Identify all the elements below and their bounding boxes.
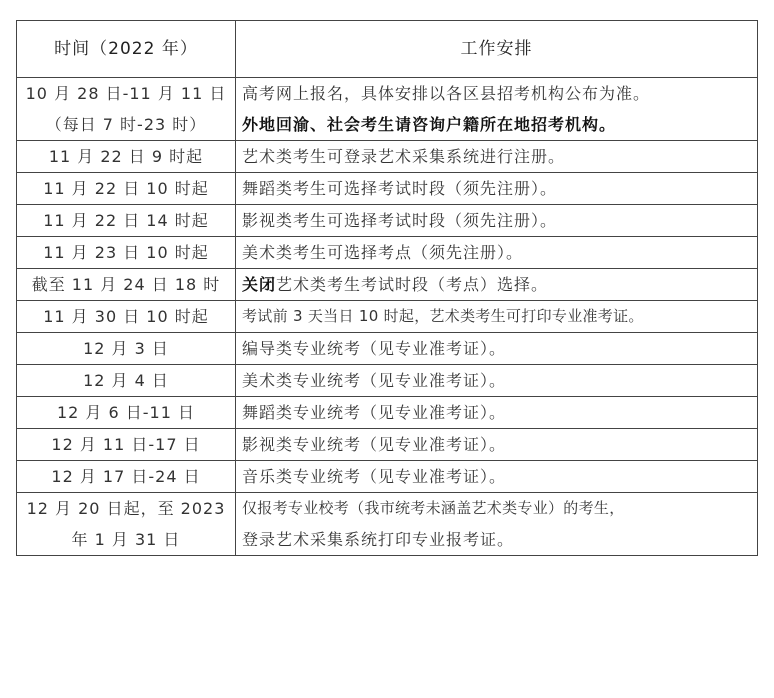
task-cell [236,78,758,141]
task-cell: 考试前 3 天当日 10 时起，艺术类考生可打印专业准考证。 [236,301,758,333]
time-cell: 11 月 30 日 10 时起 [17,301,236,333]
task-cell: 艺术类考生可登录艺术采集系统进行注册。 [236,141,758,173]
time-line: 年 1 月 31 日 [71,530,181,549]
table-row [17,461,758,493]
table-row [17,78,758,141]
table-row [17,237,758,269]
time-cell: 12 月 17 日-24 日 [17,461,236,493]
time-cell: 12 月 3 日 [17,333,236,365]
time-cell: 截至 11 月 24 日 18 时 [17,269,236,301]
task-cell: 舞蹈类专业统考（见专业准考证）。 [236,397,758,429]
time-cell: 11 月 22 日 14 时起 [17,205,236,237]
time-line: 10 月 28 日-11 月 11 日 [25,84,227,103]
task-cell: 美术类考生可选择考点（须先注册）。 [236,237,758,269]
task-line: 仅报考专业校考（我市统考未涵盖艺术类专业）的考生， [242,499,625,517]
time-cell [17,493,236,556]
header-time: 时间（2022 年） [17,21,236,78]
table-row [17,429,758,461]
table-row [17,333,758,365]
time-cell: 12 月 11 日-17 日 [17,429,236,461]
table-row [17,397,758,429]
table-row [17,205,758,237]
time-cell: 11 月 23 日 10 时起 [17,237,236,269]
time-cell: 11 月 22 日 9 时起 [17,141,236,173]
task-line: 登录艺术采集系统打印专业报考证。 [242,530,515,549]
task-cell: 影视类考生可选择考试时段（须先注册）。 [236,205,758,237]
table-row [17,141,758,173]
task-line-bold: 外地回渝、社会考生请咨询户籍所在地招考机构。 [242,115,617,134]
table-row [17,269,758,301]
task-text: 艺术类考生考试时段（考点）选择。 [276,275,549,294]
time-cell: 11 月 22 日 10 时起 [17,173,236,205]
task-cell: 音乐类专业统考（见专业准考证）。 [236,461,758,493]
task-cell: 美术类专业统考（见专业准考证）。 [236,365,758,397]
header-task: 工作安排 [236,21,758,78]
task-cell [236,493,758,556]
time-cell: 12 月 4 日 [17,365,236,397]
header-row [17,21,758,78]
task-cell [236,269,758,301]
table-row [17,493,758,556]
task-cell: 影视类专业统考（见专业准考证）。 [236,429,758,461]
time-line: （每日 7 时-23 时） [45,115,207,134]
task-line: 高考网上报名，具体安排以各区县招考机构公布为准。 [242,84,651,103]
time-cell: 12 月 6 日-11 日 [17,397,236,429]
task-cell: 舞蹈类考生可选择考试时段（须先注册）。 [236,173,758,205]
schedule-table [16,20,758,556]
table-row [17,365,758,397]
table-row [17,173,758,205]
task-cell: 编导类专业统考（见专业准考证）。 [236,333,758,365]
table-row [17,301,758,333]
task-bold-prefix: 关闭 [242,275,277,294]
time-line: 12 月 20 日起，至 2023 [26,499,226,518]
time-cell [17,78,236,141]
